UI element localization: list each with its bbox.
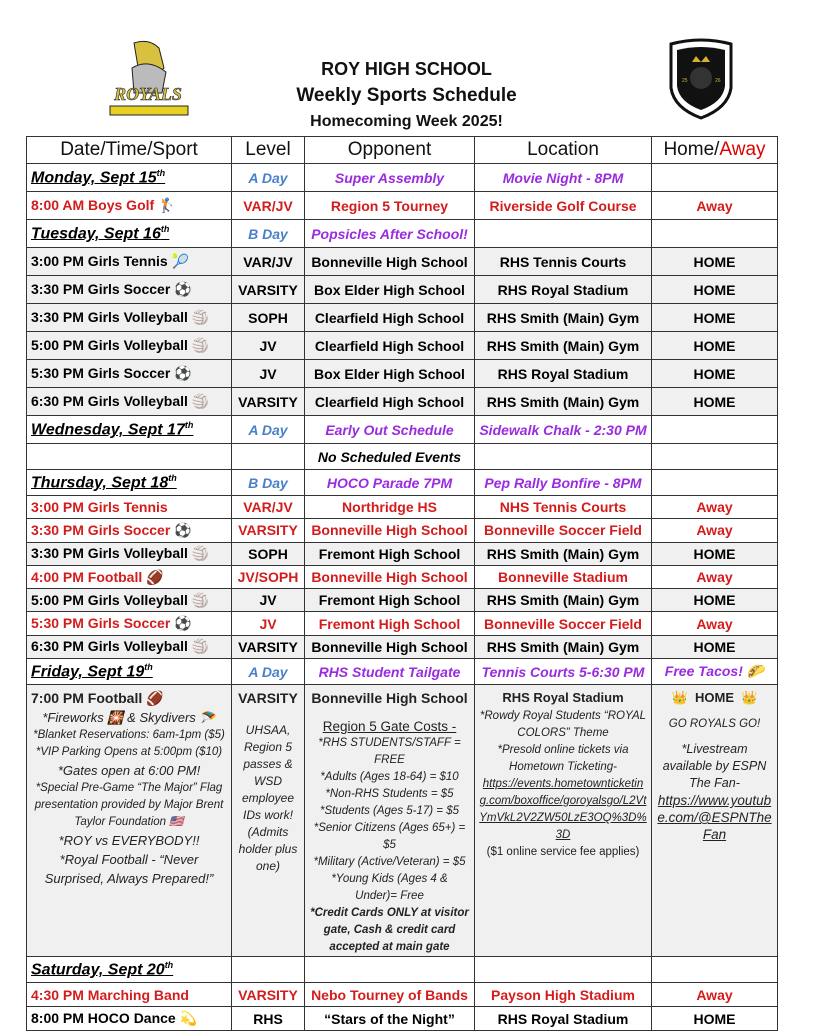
cell-opponent	[305, 957, 475, 983]
cell-home-away	[652, 304, 778, 332]
cell-home-away	[652, 220, 778, 248]
cell-level	[232, 416, 305, 444]
cell-opponent	[305, 332, 475, 360]
cell-home-away	[652, 416, 778, 444]
cell-opponent	[305, 635, 475, 658]
passes-note: UHSAA, Region 5 passes & WSD employee IDs work! (Admits holder plus one)	[238, 723, 298, 874]
cell-opponent	[305, 589, 475, 612]
opponent: Fremont High School	[318, 592, 461, 609]
cell-opponent	[305, 388, 475, 416]
level: VARSITY	[238, 986, 298, 1003]
cell-home-away	[652, 589, 778, 612]
cell-location	[475, 519, 652, 542]
date-time-sport: 3:30 PM Girls Volleyball 🏐	[31, 309, 210, 325]
opponent: Popsicles After School!	[311, 225, 468, 242]
opponent: Box Elder High School	[314, 365, 465, 382]
opponent: Clearfield High School	[314, 393, 465, 410]
cell-opponent	[305, 565, 475, 588]
home-away: Away	[696, 522, 733, 539]
col-level: Level	[232, 137, 305, 164]
table-row	[27, 304, 778, 332]
col-location: Location	[475, 137, 652, 164]
cell-location	[475, 565, 652, 588]
home-away: Away	[696, 499, 733, 516]
game-level: VARSITY	[238, 690, 298, 707]
home-away: HOME	[693, 281, 736, 298]
date-time-sport: Wednesday, Sept 17	[31, 421, 185, 439]
table-row	[27, 276, 778, 304]
location: Bonneville Stadium	[498, 569, 628, 586]
school-name: ROY HIGH SCHOOL	[321, 59, 492, 79]
cell-location	[475, 496, 652, 519]
location: RHS Smith (Main) Gym	[486, 337, 640, 354]
cell-home-away	[652, 470, 778, 496]
opponent: Fremont High School	[318, 615, 461, 632]
date-time-sport: 5:00 PM Girls Volleyball 🏐	[31, 591, 210, 608]
friday-football-row	[27, 685, 778, 957]
cell-level	[232, 304, 305, 332]
level: JV/SOPH	[237, 569, 299, 586]
table-row	[27, 983, 778, 1007]
cell-date-time-sport	[27, 360, 232, 388]
location: Payson High Stadium	[491, 986, 635, 1003]
opponent: Fremont High School	[318, 545, 461, 562]
gate-cost-item: *Military (Active/Veteran) = $5	[313, 856, 466, 869]
cell-home-away	[652, 332, 778, 360]
table-row	[27, 612, 778, 635]
cell-level	[232, 276, 305, 304]
home-away: Away	[696, 615, 733, 632]
cell-opponent	[305, 542, 475, 565]
level: RHS	[253, 1010, 283, 1027]
date-suffix: th	[156, 167, 166, 178]
cell-home-away	[652, 519, 778, 542]
schedule-table	[26, 136, 778, 1031]
location: Pep Rally Bonfire - 8PM	[484, 474, 642, 491]
table-row	[27, 192, 778, 220]
level: B Day	[248, 474, 288, 491]
date-time-sport: 5:30 PM Girls Soccer ⚽	[31, 365, 192, 381]
cell-level	[232, 332, 305, 360]
page-header	[0, 56, 813, 134]
date-time-sport: 6:30 PM Girls Volleyball 🏐	[31, 393, 210, 409]
cell-home-away	[652, 164, 778, 192]
opponent: Clearfield High School	[314, 337, 465, 354]
location: RHS Smith (Main) Gym	[486, 545, 640, 562]
date-time-sport: 5:30 PM Girls Soccer ⚽	[31, 615, 192, 632]
level: VAR/JV	[243, 197, 293, 214]
col-date: Date/Time/Sport	[27, 137, 232, 164]
cell-date-time-sport	[27, 612, 232, 635]
date-time-sport: 3:00 PM Girls Tennis 🎾	[31, 253, 189, 269]
location: NHS Tennis Courts	[499, 499, 627, 516]
svg-text:25: 25	[682, 78, 688, 84]
cell-date-time-sport	[27, 519, 232, 542]
cell-date-time-sport	[27, 983, 232, 1007]
date-suffix: th	[168, 472, 177, 483]
col-opponent: Opponent	[305, 137, 475, 164]
away-label: Away	[719, 139, 766, 160]
cell-home-away	[652, 360, 778, 388]
schedule-subtitle: Homecoming Week 2025!	[310, 113, 503, 130]
cell-level	[232, 360, 305, 388]
date-time-sport: 4:30 PM Marching Band	[31, 986, 189, 1003]
opponent: Super Assembly	[334, 169, 445, 186]
location: Riverside Golf Course	[489, 197, 637, 214]
location: RHS Smith (Main) Gym	[486, 309, 640, 326]
cell-date-time-sport	[27, 496, 232, 519]
cell-location	[475, 248, 652, 276]
gate-cost-item: *Students (Ages 5-17) = $5	[319, 805, 460, 818]
date-time-sport: 4:00 PM Football 🏈	[31, 568, 164, 585]
cell-home-away	[652, 957, 778, 983]
table-row	[27, 360, 778, 388]
cell-level	[232, 388, 305, 416]
cell-level	[232, 589, 305, 612]
table-row	[27, 1007, 778, 1031]
location-note: *Rowdy Royal Students “ROYAL COLORS” Theme	[479, 710, 647, 740]
gate-cost-item: *RHS STUDENTS/STAFF = FREE	[318, 737, 461, 767]
schedule-title: Weekly Sports Schedule	[296, 85, 517, 106]
cell-opponent	[305, 612, 475, 635]
cell-date-time-sport	[27, 589, 232, 612]
cell-date-time-sport	[27, 1007, 232, 1031]
cell-date-time-sport	[27, 470, 232, 496]
cell-opponent	[305, 220, 475, 248]
opponent: RHS Student Tailgate	[318, 663, 461, 680]
cell-level	[232, 542, 305, 565]
opponent: Bonneville High School	[311, 569, 468, 586]
date-suffix: th	[160, 223, 170, 234]
cell-date-time-sport	[27, 635, 232, 658]
cell-location	[475, 332, 652, 360]
home-away: HOME	[693, 638, 736, 655]
game-note: *Royal Football - “Never Surprised, Always Prepared!”	[44, 852, 214, 887]
cell-home-away	[652, 1007, 778, 1031]
day-row	[27, 220, 778, 248]
cell-home-away	[652, 612, 778, 635]
home-away: HOME	[693, 337, 736, 354]
cell-location	[475, 659, 652, 685]
cell-date-time-sport	[27, 388, 232, 416]
table-row	[27, 444, 778, 470]
gate-costs-title: Region 5 Gate Costs -	[322, 719, 457, 735]
date-time-sport: 8:00 AM Boys Golf 🏌	[31, 197, 176, 213]
level: VAR/JV	[243, 253, 293, 270]
level: JV	[259, 365, 277, 382]
day-row	[27, 416, 778, 444]
game-note: *Special Pre-Game “The Major” Flag presentation provided by Major Brent Taylor Foundation 🇺🇸	[34, 782, 224, 829]
cell-location	[475, 612, 652, 635]
crown-icon: 👑	[741, 690, 758, 706]
level: A Day	[248, 663, 288, 680]
date-time-sport: Tuesday, Sept 16	[31, 225, 161, 243]
svg-text:ROYALS: ROYALS	[114, 84, 182, 104]
fee-note: ($1 online service fee applies)	[486, 846, 640, 859]
home-away: Away	[696, 197, 733, 214]
cell-location	[475, 164, 652, 192]
cell-opponent	[305, 248, 475, 276]
date-time-sport: Thursday, Sept 18	[31, 474, 169, 492]
cell-date-time-sport	[27, 248, 232, 276]
cell-opponent	[305, 444, 475, 470]
cell-level	[232, 565, 305, 588]
home-away: HOME	[693, 592, 736, 609]
cell-level	[232, 220, 305, 248]
home-away: HOME	[693, 1010, 736, 1027]
location: RHS Royal Stadium	[497, 281, 629, 298]
date-time-sport: 3:30 PM Girls Soccer ⚽	[31, 281, 192, 297]
home-away: HOME	[693, 365, 736, 382]
cell-home-away	[652, 983, 778, 1007]
level: VARSITY	[238, 522, 298, 539]
home-away: HOME	[693, 309, 736, 326]
cell-location	[475, 1007, 652, 1031]
location: RHS Smith (Main) Gym	[486, 592, 640, 609]
svg-text:26: 26	[715, 78, 721, 84]
opponent: Bonneville High School	[311, 253, 468, 270]
location: RHS Tennis Courts	[499, 253, 627, 270]
cell-date-time-sport	[27, 332, 232, 360]
livestream-link[interactable]: https://www.youtube.com/@ESPNTheFan	[657, 793, 772, 843]
cell-level	[232, 496, 305, 519]
gate-cost-item: *Young Kids (Ages 4 & Under)= Free	[331, 873, 448, 903]
livestream-note: *Livestream available by ESPN The Fan-	[662, 742, 767, 791]
cell-date-time-sport	[27, 659, 232, 685]
home-away: HOME	[693, 253, 736, 270]
cell-level	[232, 470, 305, 496]
level: A Day	[248, 421, 288, 438]
date-suffix: th	[164, 959, 174, 970]
cell-level	[232, 444, 305, 470]
game-note: *VIP Parking Opens at 5:00pm ($10)	[35, 746, 223, 759]
cell-home-away	[652, 444, 778, 470]
opponent: Box Elder High School	[314, 281, 465, 298]
cell-home-away	[652, 496, 778, 519]
game-note: *ROY vs EVERYBODY!!	[58, 833, 200, 849]
opponent: Early Out Schedule	[325, 421, 454, 438]
cell-opponent	[305, 192, 475, 220]
home-label: Home/	[663, 139, 720, 160]
cell-home-away	[652, 635, 778, 658]
location: RHS Royal Stadium	[497, 365, 629, 382]
cell-location	[475, 470, 652, 496]
cell-location	[475, 983, 652, 1007]
cell-date-time-sport	[27, 276, 232, 304]
table-row	[27, 519, 778, 542]
opponent: HOCO Parade 7PM	[326, 474, 453, 491]
date-time-sport: 6:30 PM Girls Volleyball 🏐	[31, 638, 210, 655]
home-away: HOME	[693, 393, 736, 410]
day-row	[27, 957, 778, 983]
cell-opponent	[305, 360, 475, 388]
day-row	[27, 164, 778, 192]
cell-opponent	[305, 496, 475, 519]
cell-home-away	[652, 248, 778, 276]
cell-location	[475, 276, 652, 304]
date-time-sport: 8:00 PM HOCO Dance 💫	[31, 1010, 198, 1027]
home-away: Away	[696, 569, 733, 586]
level: JV	[259, 592, 277, 609]
cell-opponent	[305, 1007, 475, 1031]
cell-location	[475, 360, 652, 388]
cell-date-time-sport	[27, 304, 232, 332]
cell-home-away	[652, 659, 778, 685]
table-header-row	[27, 137, 778, 164]
cell-opponent	[305, 659, 475, 685]
crown-icon: 👑	[671, 690, 688, 706]
date-time-sport: Monday, Sept 15	[31, 169, 157, 187]
level: A Day	[248, 169, 288, 186]
game-note: *Gates open at 6:00 PM!	[57, 763, 201, 779]
level: VARSITY	[238, 393, 298, 410]
level: SOPH	[248, 309, 288, 326]
cell-home-away	[652, 388, 778, 416]
cell-level	[232, 192, 305, 220]
cell-opponent	[305, 416, 475, 444]
cell-home-away	[652, 565, 778, 588]
cell-location	[475, 388, 652, 416]
cell-location	[475, 192, 652, 220]
cell-date-time-sport	[27, 565, 232, 588]
date-suffix: th	[184, 419, 194, 430]
gate-cost-item: *Adults (Ages 18-64) = $10	[320, 771, 459, 784]
cell-level	[232, 248, 305, 276]
opponent: Bonneville High School	[311, 638, 468, 655]
opponent: Region 5 Tourney	[330, 197, 449, 214]
cell-level	[232, 957, 305, 983]
opponent: Northridge HS	[342, 499, 437, 516]
level: B Day	[248, 225, 288, 242]
level: SOPH	[248, 545, 288, 562]
level: JV	[259, 337, 277, 354]
cell-level	[232, 612, 305, 635]
cell-opponent	[305, 164, 475, 192]
date-time-sport: 5:00 PM Girls Volleyball 🏐	[31, 337, 210, 353]
home-away: HOME	[695, 690, 734, 706]
location: RHS Smith (Main) Gym	[486, 638, 640, 655]
cheer: GO ROYALS GO!	[668, 718, 761, 731]
day-row	[27, 470, 778, 496]
location: Sidewalk Chalk - 2:30 PM	[479, 421, 647, 438]
cell-date-time-sport	[27, 542, 232, 565]
cell-opponent	[305, 304, 475, 332]
location: RHS Smith (Main) Gym	[486, 393, 640, 410]
date-time-sport: Saturday, Sept 20	[31, 961, 165, 979]
location-note: *Presold online tickets via Hometown Ticketing-	[497, 744, 629, 774]
cell-date-time-sport	[27, 444, 232, 470]
cell-location	[475, 589, 652, 612]
cell-location	[475, 444, 652, 470]
table-row	[27, 388, 778, 416]
opponent: “Stars of the Night”	[324, 1010, 455, 1027]
level: VARSITY	[238, 281, 298, 298]
cell-location	[475, 542, 652, 565]
cell-opponent	[305, 519, 475, 542]
gate-cost-item: *Senior Citizens (Ages 65+) = $5	[313, 822, 466, 852]
location: Bonneville Soccer Field	[484, 522, 642, 539]
cell-level	[232, 983, 305, 1007]
gate-cost-item: *Non-RHS Students = $5	[325, 788, 454, 801]
cell-location	[475, 635, 652, 658]
level: VARSITY	[238, 638, 298, 655]
date-time-sport: Friday, Sept 19	[31, 663, 145, 681]
cell-location	[475, 957, 652, 983]
cell-opponent	[305, 276, 475, 304]
table-row	[27, 565, 778, 588]
cell-opponent	[305, 983, 475, 1007]
cell-home-away	[652, 192, 778, 220]
cell-date-time-sport	[27, 192, 232, 220]
date-time-sport: 3:30 PM Girls Volleyball 🏐	[31, 545, 210, 562]
home-away: Away	[696, 986, 733, 1003]
table-row	[27, 248, 778, 276]
cell-date-time-sport	[27, 220, 232, 248]
ticket-link[interactable]: https://events.hometownticketing.com/boxoffice/goroyalsgo/L2VtYmVkL2V2ZW50LzE3OQ%3D%3D	[479, 778, 647, 842]
location: Bonneville Soccer Field	[484, 615, 642, 632]
day-row	[27, 659, 778, 685]
location: RHS Royal Stadium	[497, 1010, 629, 1027]
cell-opponent	[305, 470, 475, 496]
cell-home-away	[652, 276, 778, 304]
table-row	[27, 589, 778, 612]
opponent: Clearfield High School	[314, 309, 465, 326]
cell-location	[475, 304, 652, 332]
cell-level	[232, 164, 305, 192]
date-time-sport: 3:00 PM Girls Tennis	[31, 499, 168, 516]
location: Tennis Courts 5-6:30 PM	[481, 663, 645, 680]
cell-level	[232, 635, 305, 658]
game-location: RHS Royal Stadium	[502, 690, 624, 706]
cell-date-time-sport	[27, 957, 232, 983]
cell-level	[232, 519, 305, 542]
opponent: No Scheduled Events	[317, 448, 462, 465]
home-away: Free Tacos! 🌮	[664, 663, 765, 680]
opponent: Bonneville High School	[311, 522, 468, 539]
table-row	[27, 542, 778, 565]
cell-home-away	[652, 542, 778, 565]
date-suffix: th	[144, 661, 153, 672]
cell-date-time-sport	[27, 416, 232, 444]
cell-level	[232, 659, 305, 685]
cell-date-time-sport	[27, 164, 232, 192]
location: Movie Night - 8PM	[502, 169, 624, 186]
cell-location	[475, 416, 652, 444]
table-row	[27, 635, 778, 658]
game-title: 7:00 PM Football 🏈	[31, 690, 164, 707]
game-note: *Blanket Reservations: 6am-1pm ($5)	[33, 729, 225, 742]
level: JV	[259, 615, 277, 632]
level: VAR/JV	[243, 499, 293, 516]
game-note: *Fireworks 🎇 & Skydivers 🪂	[42, 710, 216, 726]
table-row	[27, 332, 778, 360]
opponent: Nebo Tourney of Bands	[311, 986, 468, 1003]
date-time-sport: 3:30 PM Girls Soccer ⚽	[31, 521, 192, 538]
home-away: HOME	[693, 545, 736, 562]
table-row	[27, 496, 778, 519]
credit-card-note: *Credit Cards ONLY at visitor gate, Cash & credit card accepted at main gate	[310, 907, 469, 954]
cell-level	[232, 1007, 305, 1031]
col-home-away	[652, 137, 778, 164]
cell-location	[475, 220, 652, 248]
game-opponent: Bonneville High School	[311, 690, 468, 707]
